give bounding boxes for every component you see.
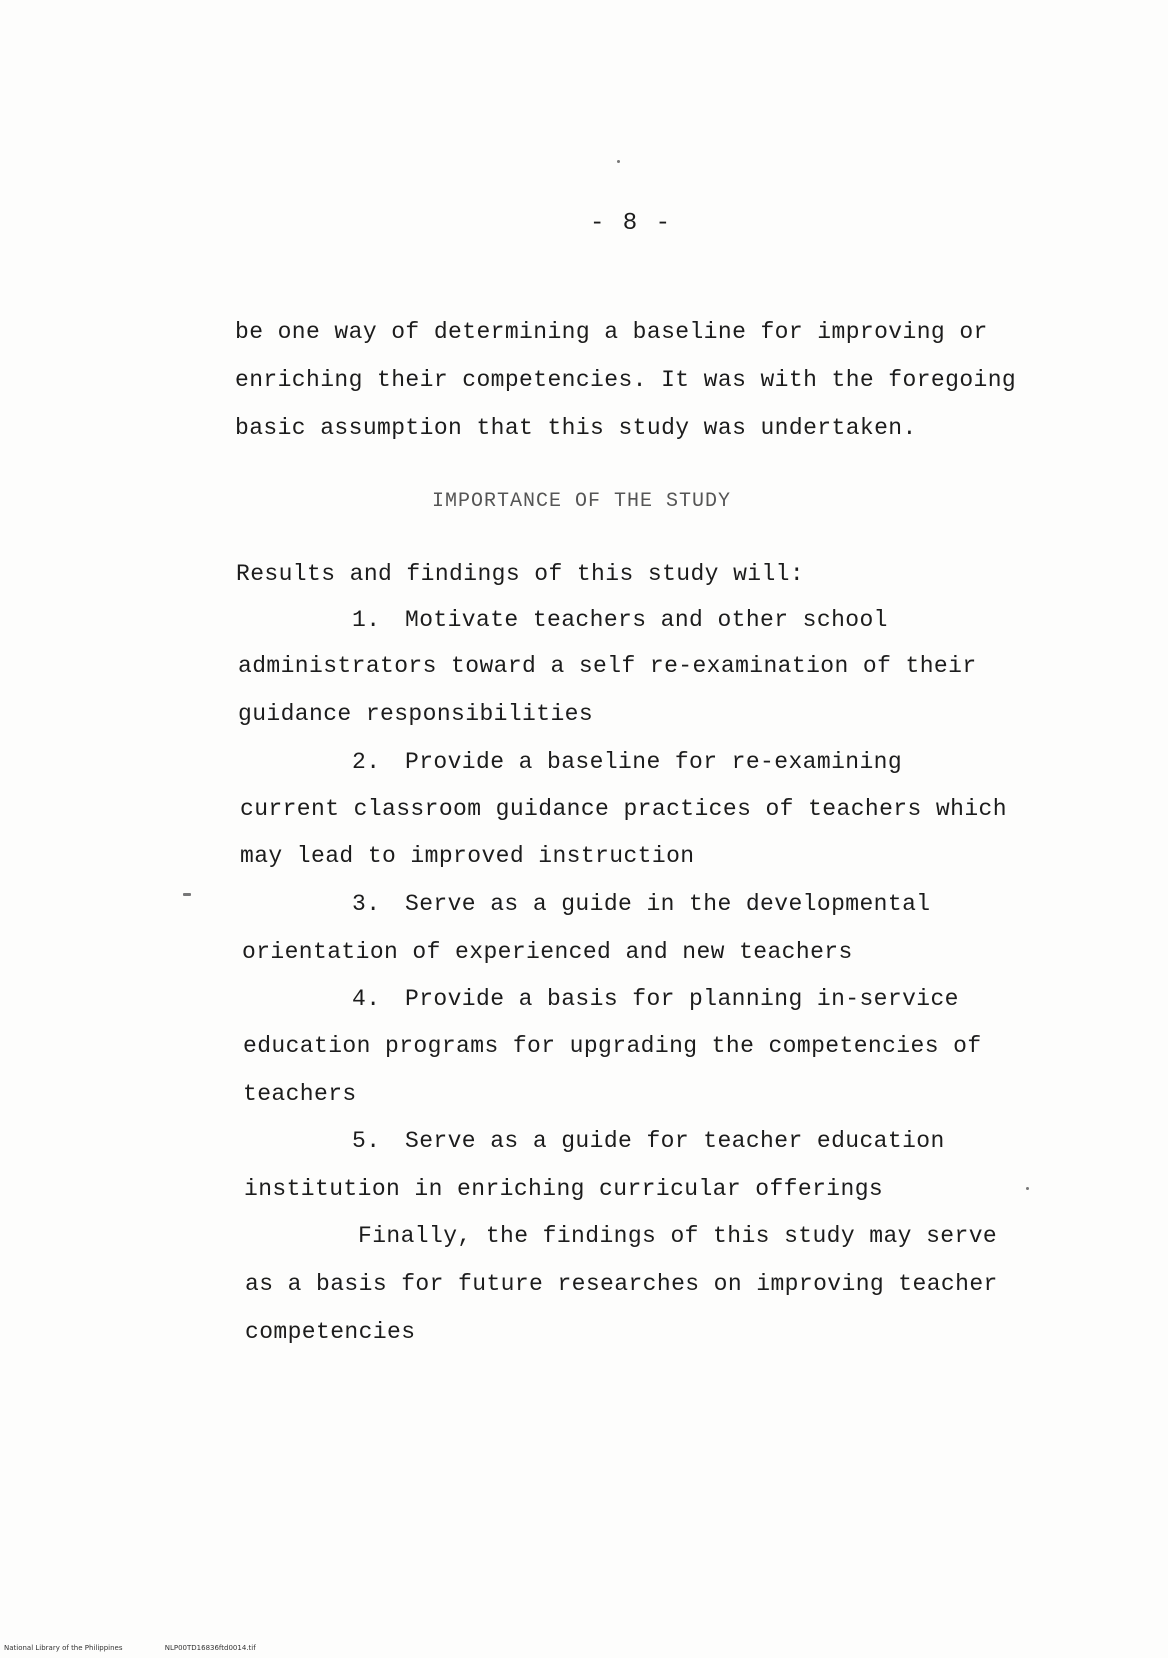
item-2-line-2: current classroom guidance practices of teachers which [240, 796, 1007, 822]
item-2-number: 2. [352, 749, 381, 775]
intro-line-3: basic assumption that this study was undertaken. [235, 415, 917, 441]
item-4-number: 4. [352, 986, 381, 1012]
closing-line-1: Finally, the findings of this study may serve [358, 1223, 998, 1249]
scan-footer [4, 1644, 296, 1652]
closing-line-2: as a basis for future researches on improving teacher [245, 1271, 998, 1297]
item-5-number: 5. [352, 1128, 381, 1154]
item-3-number: 3. [352, 891, 381, 917]
item-4-line-2: education programs for upgrading the competencies of [243, 1033, 982, 1059]
item-3-line-1: Serve as a guide in the developmental [405, 891, 931, 917]
closing-line-3: competencies [245, 1319, 416, 1345]
item-2-line-3: may lead to improved instruction [240, 843, 695, 869]
lead-in: Results and findings of this study will: [236, 561, 805, 587]
item-1-line-3: guidance responsibilities [238, 701, 594, 727]
item-1-number: 1. [352, 607, 381, 633]
scan-speck [183, 893, 191, 896]
item-4-line-3: teachers [243, 1081, 357, 1107]
footer-file-id: NLP00TD16836ftd0014.tif [164, 1644, 256, 1652]
item-4-line-1: Provide a basis for planning in-service [405, 986, 959, 1012]
page-number: - 8 - [590, 210, 673, 237]
section-heading: IMPORTANCE OF THE STUDY [432, 490, 732, 513]
item-3-line-2: orientation of experienced and new teachers [242, 939, 853, 965]
footer-library: National Library of the Philippines [4, 1644, 123, 1652]
item-2-line-1: Provide a baseline for re-examining [405, 749, 903, 775]
intro-line-1: be one way of determining a baseline for improving or [235, 319, 988, 345]
item-5-line-1: Serve as a guide for teacher education [405, 1128, 945, 1154]
item-5-line-2: institution in enriching curricular offerings [244, 1176, 884, 1202]
item-1-line-2: administrators toward a self re-examination of their [238, 653, 977, 679]
item-1-line-1: Motivate teachers and other school [405, 607, 888, 633]
scan-speck [617, 160, 620, 163]
scan-speck [1026, 1187, 1029, 1190]
intro-line-2: enriching their competencies. It was with the foregoing [235, 367, 1017, 393]
